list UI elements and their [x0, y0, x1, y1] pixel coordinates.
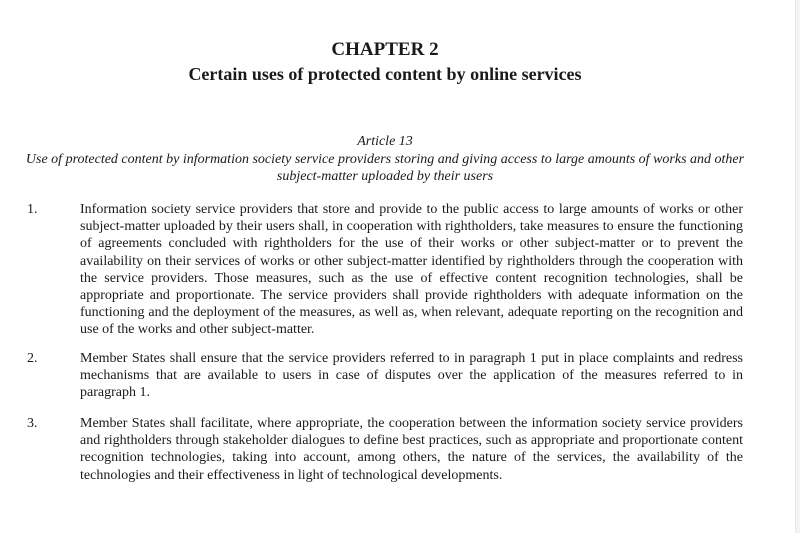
- paragraph-number: 3.: [27, 416, 38, 431]
- chapter-label: CHAPTER 2: [331, 39, 439, 60]
- chapter-title: Certain uses of protected content by online services: [188, 64, 582, 84]
- article-number: Article 13: [357, 134, 413, 149]
- article-title: Use of protected content by information society service providers storing and giving access to large amounts of works and other subject-matter uploaded by their users: [25, 152, 745, 184]
- paragraph-number: 2.: [27, 351, 38, 366]
- paragraph-text: Information society service providers that store and provide to the public access to large amounts of works or other subject-matter uploaded by their users shall, in cooperation with rightholders, take measures to ensure the functioning of agreements concluded with rightholders for the use of their works or other subject-matter or to prevent the availability on their services of works or other subject-matter identified by rightholders through the cooperation with the service providers. Those measures, such as the use of effective content recognition technologies, shall be appropriate and proportionate. The service providers shall provide rightholders with adequate information on the functioning and the deployment of the measures, as well as, when relevant, adequate reporting on the recognition and use of the works and other subject-matter.: [80, 202, 743, 338]
- paragraph-text: Member States shall facilitate, where appropriate, the cooperation between the information society service providers and rightholders through stakeholder dialogues to define best practices, such as appropriate and proportionate content recognition technologies, taking into account, among others, the nature of the services, the availability of the technologies and their effectiveness in light of technological developments.: [80, 416, 743, 483]
- page-edge: [795, 0, 800, 533]
- paragraph-number: 1.: [27, 202, 38, 217]
- paragraph-text: Member States shall ensure that the service providers referred to in paragraph 1 put in place complaints and redress mechanisms that are available to users in case of disputes over the application of the measures referred to in paragraph 1.: [80, 351, 743, 401]
